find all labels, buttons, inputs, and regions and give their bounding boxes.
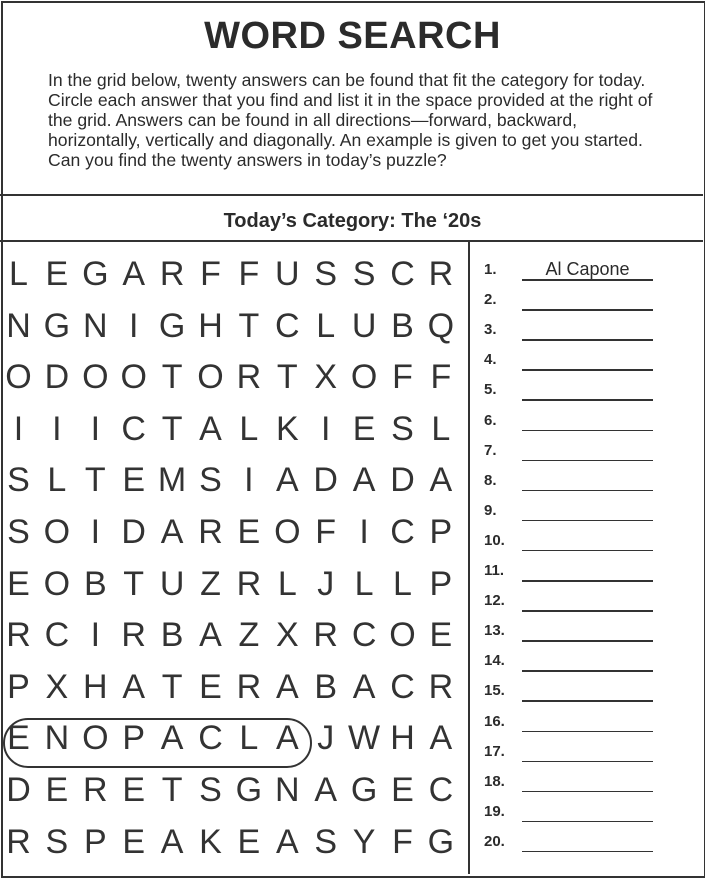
grid-cell[interactable]: L xyxy=(393,564,412,603)
grid-cell[interactable]: A xyxy=(160,719,184,758)
grid-cell[interactable]: T xyxy=(161,771,183,809)
answer-blank[interactable] xyxy=(522,791,653,793)
grid-cell[interactable]: H xyxy=(390,719,415,758)
category-heading: Today’s Category: The ‘20s xyxy=(223,210,482,232)
grid-cell[interactable]: A xyxy=(275,461,299,500)
grid-cell[interactable]: P xyxy=(83,822,107,861)
grid-cell[interactable]: M xyxy=(157,461,187,500)
grid-cell[interactable]: O xyxy=(197,358,224,397)
example-circle xyxy=(3,718,312,768)
answer-row xyxy=(470,261,703,291)
answer-number: 19. xyxy=(484,802,505,820)
grid-cell[interactable]: O xyxy=(43,513,71,551)
grid-cell[interactable]: A xyxy=(275,667,299,706)
answer-number: 4. xyxy=(484,351,497,369)
grid-cell[interactable]: R xyxy=(236,564,262,603)
grid-cell[interactable]: G xyxy=(43,306,71,345)
answer-row xyxy=(470,472,703,502)
answer-number: 8. xyxy=(484,471,497,489)
grid-cell[interactable]: F xyxy=(200,255,221,293)
answer-row xyxy=(470,803,703,833)
grid-cell[interactable]: L xyxy=(9,255,28,293)
answer-row xyxy=(470,562,703,592)
grid-cell[interactable]: D xyxy=(6,771,31,809)
answer-row xyxy=(470,743,703,773)
answer-number: 3. xyxy=(484,321,497,339)
answer-row xyxy=(470,592,703,622)
answer-blank[interactable] xyxy=(522,430,653,432)
answer-number: 15. xyxy=(484,682,505,700)
grid-cell[interactable]: C xyxy=(44,616,70,655)
grid-cell[interactable]: G xyxy=(82,255,109,293)
grid-cell[interactable]: N xyxy=(44,719,70,758)
answer-number: 7. xyxy=(484,441,497,459)
grid-cell[interactable]: A xyxy=(429,719,453,758)
grid-cell[interactable]: E xyxy=(7,719,30,758)
grid-cell[interactable]: I xyxy=(90,616,101,655)
grid-cell[interactable]: T xyxy=(238,306,260,345)
grid-cell[interactable]: A xyxy=(160,822,184,861)
answer-number: 2. xyxy=(484,291,497,309)
grid-cell[interactable]: J xyxy=(317,564,335,603)
grid-cell[interactable]: I xyxy=(52,409,62,448)
answer-value: Al Capone xyxy=(545,259,630,279)
grid-cell[interactable]: A xyxy=(199,616,222,655)
answer-blank[interactable] xyxy=(522,821,653,823)
answer-blank[interactable] xyxy=(522,670,653,672)
grid-cell[interactable]: R xyxy=(428,255,454,293)
grid-cell[interactable]: P xyxy=(429,564,453,603)
answer-number: 13. xyxy=(484,622,505,640)
puzzle-title: WORD SEARCH xyxy=(204,15,501,57)
grid-cell[interactable]: C xyxy=(351,616,377,655)
grid-cell[interactable]: A xyxy=(352,667,376,706)
grid-cell[interactable]: K xyxy=(275,409,299,448)
answer-blank[interactable] xyxy=(522,369,653,371)
grid-cell[interactable]: B xyxy=(83,564,107,603)
answer-number: 20. xyxy=(484,832,505,850)
grid-cell[interactable]: L xyxy=(316,306,336,345)
grid-cell[interactable]: H xyxy=(83,667,108,706)
grid-cell[interactable]: L xyxy=(277,564,297,603)
grid-cell[interactable]: F xyxy=(238,255,260,293)
grid-cell[interactable]: I xyxy=(359,513,369,551)
grid-cell[interactable]: S xyxy=(45,822,69,861)
grid-cell[interactable]: R xyxy=(428,667,454,706)
grid-cell[interactable]: O xyxy=(82,358,109,397)
answer-row xyxy=(470,833,703,863)
grid-cell[interactable]: E xyxy=(122,822,146,861)
grid-cell[interactable]: I xyxy=(90,409,101,448)
grid-cell[interactable]: D xyxy=(44,358,70,397)
grid-cell[interactable]: S xyxy=(7,461,30,500)
grid-cell[interactable]: E xyxy=(45,255,69,293)
answer-blank[interactable] xyxy=(522,460,653,462)
grid-cell[interactable]: T xyxy=(161,409,183,448)
answer-row xyxy=(470,773,703,803)
grid-cell[interactable]: X xyxy=(45,667,69,706)
grid-cell[interactable]: R xyxy=(313,616,338,655)
grid-cell[interactable]: P xyxy=(429,513,453,551)
grid-cell[interactable]: T xyxy=(276,358,298,397)
grid-cell[interactable]: G xyxy=(235,771,263,809)
grid-cell[interactable]: Y xyxy=(352,822,376,861)
answer-blank[interactable] xyxy=(522,399,653,401)
answer-number: 1. xyxy=(484,261,497,278)
grid-cell[interactable]: C xyxy=(390,513,415,551)
grid-cell[interactable]: Z xyxy=(200,564,221,603)
grid-cell[interactable]: A xyxy=(352,461,376,500)
grid-cell[interactable]: G xyxy=(427,822,455,861)
grid-cell[interactable]: R xyxy=(121,616,146,655)
answer-row xyxy=(470,351,703,381)
answer-row xyxy=(470,652,703,682)
grid-cell[interactable]: I xyxy=(13,409,24,448)
grid-cell[interactable]: S xyxy=(391,409,414,448)
answer-blank[interactable] xyxy=(522,610,653,612)
answer-blank[interactable] xyxy=(522,851,653,853)
answer-row xyxy=(470,442,703,472)
grid-cell[interactable]: O xyxy=(120,358,147,397)
answer-blank[interactable] xyxy=(522,761,653,763)
grid-cell[interactable]: D xyxy=(313,461,338,500)
grid-cell[interactable]: I xyxy=(128,306,139,345)
answer-number: 9. xyxy=(484,501,497,519)
grid-cell[interactable]: P xyxy=(122,719,146,758)
grid-cell[interactable]: B xyxy=(160,616,184,655)
answer-number: 10. xyxy=(484,531,505,549)
answer-row xyxy=(470,532,703,562)
answer-number: 17. xyxy=(484,742,505,760)
grid-cell[interactable]: R xyxy=(6,822,31,861)
grid-cell[interactable]: S xyxy=(7,513,30,551)
answer-row xyxy=(470,713,703,743)
grid-cell[interactable]: F xyxy=(315,513,337,551)
grid-cell[interactable]: W xyxy=(348,719,381,758)
answer-number: 5. xyxy=(484,381,497,399)
answer-blank[interactable] xyxy=(522,640,653,642)
answer-blank[interactable] xyxy=(522,339,653,341)
grid-cell[interactable]: T xyxy=(84,461,106,500)
grid-cell[interactable]: D xyxy=(390,461,415,500)
answer-number: 14. xyxy=(484,652,505,670)
divider-top xyxy=(0,194,703,196)
grid-cell[interactable]: I xyxy=(90,513,101,551)
grid-cell[interactable]: E xyxy=(45,771,69,809)
grid-cell[interactable]: C xyxy=(390,255,415,293)
answer-blank[interactable] xyxy=(522,490,653,492)
grid-cell[interactable]: N xyxy=(275,771,300,809)
grid-cell[interactable]: B xyxy=(314,667,338,706)
grid-cell[interactable]: O xyxy=(274,513,301,551)
grid-cell[interactable]: I xyxy=(244,461,254,500)
divider-category xyxy=(0,240,703,242)
grid-cell[interactable]: B xyxy=(391,306,414,345)
grid-cell[interactable]: S xyxy=(199,461,222,500)
grid-cell[interactable]: D xyxy=(121,513,146,551)
grid-cell[interactable]: Q xyxy=(427,306,455,345)
grid-cell[interactable]: A xyxy=(314,771,338,809)
grid-cell[interactable]: A xyxy=(199,409,222,448)
answer-blank[interactable] xyxy=(522,731,653,733)
grid-cell[interactable]: X xyxy=(314,358,338,397)
answer-row xyxy=(470,682,703,712)
grid-cell[interactable]: T xyxy=(123,564,145,603)
answer-row xyxy=(470,291,703,321)
grid-cell[interactable]: T xyxy=(161,667,183,706)
grid-cell[interactable]: K xyxy=(199,822,222,861)
grid-cell[interactable]: F xyxy=(430,358,452,397)
grid-cell[interactable]: C xyxy=(390,667,415,706)
grid-cell[interactable]: J xyxy=(317,719,335,758)
grid-cell[interactable]: E xyxy=(391,771,414,809)
grid-cell[interactable]: L xyxy=(239,409,259,448)
grid-cell[interactable]: C xyxy=(121,409,146,448)
grid-cell[interactable]: O xyxy=(43,564,71,603)
grid-cell[interactable]: X xyxy=(275,616,299,655)
grid-cell[interactable]: P xyxy=(7,667,30,706)
grid-cell[interactable]: E xyxy=(352,409,376,448)
answer-row xyxy=(470,622,703,652)
grid-cell[interactable]: F xyxy=(392,358,413,397)
grid-cell[interactable]: R xyxy=(83,771,108,809)
grid-cell[interactable]: I xyxy=(320,409,331,448)
grid-cell[interactable]: F xyxy=(392,822,413,861)
grid-cell[interactable]: A xyxy=(429,461,453,500)
grid-cell[interactable]: L xyxy=(47,461,67,500)
grid-cell[interactable]: S xyxy=(314,255,338,293)
grid-cell[interactable]: N xyxy=(83,306,108,345)
grid-cell[interactable]: E xyxy=(122,461,146,500)
answer-row xyxy=(470,502,703,532)
grid-cell[interactable]: A xyxy=(122,255,146,293)
answer-blank[interactable] xyxy=(522,550,653,552)
grid-cell[interactable]: L xyxy=(354,564,374,603)
grid-cell[interactable]: A xyxy=(275,822,299,861)
answer-blank[interactable] xyxy=(522,309,653,311)
instructions-text: In the grid below, twenty answers can be found that fit the category for today. Circle each answer that you find and list it in the space provided at the right of the grid. Answers can be found in all directions—forward, backward, horizontally, vertically and diagonally. An example is given to get you started. Can you find the twenty answers in today’s puzzle? xyxy=(48,70,653,170)
grid-cell[interactable]: E xyxy=(237,513,261,551)
grid-cell[interactable]: L xyxy=(431,409,451,448)
grid-cell[interactable]: S xyxy=(352,255,376,293)
grid-cell[interactable]: C xyxy=(428,771,454,809)
answer-blank[interactable] xyxy=(522,520,653,522)
grid-cell[interactable]: O xyxy=(82,719,109,758)
grid-cell[interactable]: N xyxy=(6,306,31,345)
grid-cell[interactable]: R xyxy=(6,616,31,655)
answer-number: 12. xyxy=(484,592,505,610)
grid-cell[interactable]: E xyxy=(199,667,222,706)
answer-number: 16. xyxy=(484,712,505,730)
grid-cell[interactable]: Z xyxy=(238,616,260,655)
grid-cell[interactable]: E xyxy=(429,616,453,655)
grid-cell[interactable]: H xyxy=(198,306,223,345)
grid-cell[interactable]: C xyxy=(198,719,223,758)
answer-number: 18. xyxy=(484,772,505,790)
answer-blank[interactable] xyxy=(522,580,653,582)
answer-row xyxy=(470,381,703,411)
grid-cell[interactable]: O xyxy=(350,358,378,397)
grid-cell[interactable]: R xyxy=(236,667,262,706)
grid-cell[interactable]: U xyxy=(159,564,185,603)
grid-cell[interactable]: E xyxy=(122,771,146,809)
answer-number: 11. xyxy=(484,562,505,579)
grid-cell[interactable]: R xyxy=(159,255,185,293)
answer-row xyxy=(470,321,703,351)
grid-cell[interactable]: R xyxy=(236,358,262,397)
grid-cell[interactable]: S xyxy=(314,822,338,861)
grid-cell[interactable]: G xyxy=(158,306,186,345)
grid-cell[interactable]: U xyxy=(351,306,377,345)
grid-cell[interactable]: G xyxy=(350,771,378,809)
grid-cell[interactable]: O xyxy=(5,358,32,397)
answer-number: 6. xyxy=(484,411,497,429)
grid-cell[interactable]: A xyxy=(122,667,146,706)
answer-blank[interactable] xyxy=(522,700,653,702)
grid-cell[interactable]: O xyxy=(389,616,416,655)
grid-cell[interactable]: A xyxy=(275,719,299,758)
grid-cell[interactable]: E xyxy=(237,822,261,861)
grid-cell[interactable]: A xyxy=(160,513,184,551)
grid-cell[interactable]: E xyxy=(7,564,30,603)
grid-cell[interactable]: L xyxy=(239,719,259,758)
grid-cell[interactable]: R xyxy=(198,513,223,551)
grid-cell[interactable]: U xyxy=(275,255,300,293)
answer-row xyxy=(470,412,703,442)
grid-cell[interactable]: C xyxy=(275,306,300,345)
grid-cell[interactable]: S xyxy=(199,771,222,809)
grid-cell[interactable]: T xyxy=(161,358,183,397)
